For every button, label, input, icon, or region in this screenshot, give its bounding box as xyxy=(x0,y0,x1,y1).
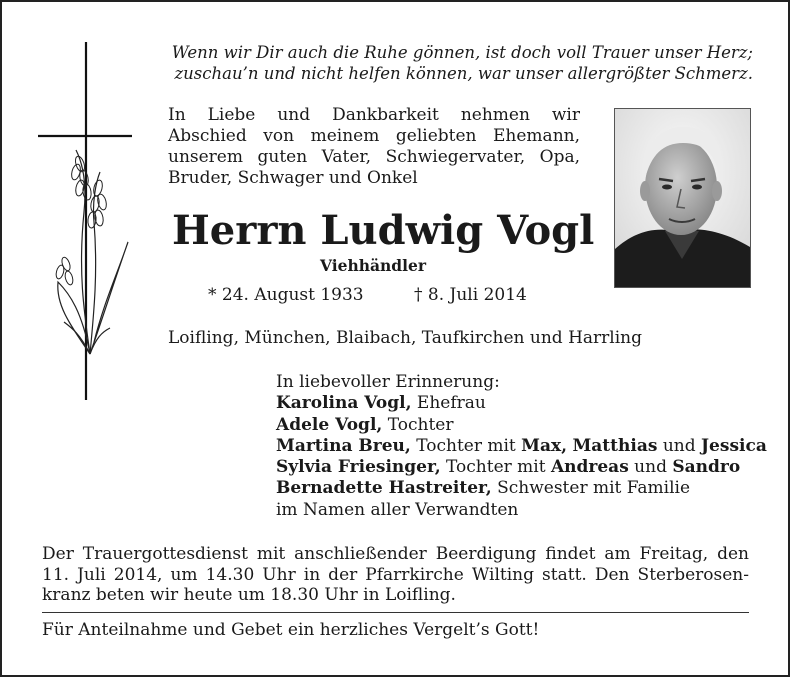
poem-verse xyxy=(168,42,753,84)
mourner-relation: Tochter mit xyxy=(410,435,522,456)
intro-line: In Liebe und Dankbarkeit nehmen wir xyxy=(168,105,580,125)
name-separator: und xyxy=(628,457,673,478)
grandchild-name: Matthias xyxy=(572,435,658,456)
service-line: Der Trauergottesdienst mit anschließender Beerdigung findet am Freitag, den xyxy=(42,544,749,564)
mourner-name: Martina Breu, xyxy=(276,435,411,456)
mourner-relation: Tochter mit xyxy=(440,457,551,478)
deceased-name: Herrn Ludwig Vogl xyxy=(172,207,595,254)
mourner-relation: Schwester mit Familie xyxy=(491,478,691,499)
portrait-image xyxy=(615,109,750,287)
poem-line-1: Wenn wir Dir auch die Ruhe gönnen, ist doch voll Trauer unser Herz; xyxy=(171,43,753,62)
intro-paragraph xyxy=(168,105,580,189)
mourner-line xyxy=(276,478,767,499)
memory-heading: In liebevoller Erinnerung: xyxy=(276,372,500,392)
service-line: 11. Juli 2014, um 14.30 Uhr in der Pfarrkirche Wilting statt. Den Sterberosen- xyxy=(42,564,749,585)
mourners-block xyxy=(276,372,767,521)
death-date: † 8. Juli 2014 xyxy=(414,285,527,305)
intro-line: Abschied von meinem geliebten Ehemann, xyxy=(168,126,580,146)
mourner-relation: Ehefrau xyxy=(411,393,486,414)
birth-date: * 24. August 1933 xyxy=(208,285,364,305)
divider xyxy=(42,612,749,613)
mourner-relation: Tochter xyxy=(382,414,454,435)
memory-closing: im Namen aller Verwandten xyxy=(276,499,519,520)
mourner-line xyxy=(276,393,767,414)
cross-with-wheat-icon xyxy=(38,42,138,404)
thanks-line: Für Anteilnahme und Gebet ein herzliches Vergelt’s Gott! xyxy=(42,620,540,640)
intro-line: Bruder, Schwager und Onkel xyxy=(168,168,418,188)
mourner-name: Adele Vogl, xyxy=(276,414,383,435)
funeral-service-info xyxy=(42,544,749,606)
mourner-name: Sylvia Friesinger, xyxy=(276,457,441,478)
mourner-line xyxy=(276,457,767,478)
mourner-line xyxy=(276,436,767,457)
grandchild-name: Jessica xyxy=(701,435,767,456)
service-line: kranz beten wir heute um 18.30 Uhr in Loifling. xyxy=(42,585,456,605)
grandchild-name: Max, xyxy=(521,435,568,456)
mourner-line xyxy=(276,415,767,436)
mourner-name: Bernadette Hastreiter, xyxy=(276,478,492,499)
portrait-photo xyxy=(614,108,751,288)
places-list: Loifling, München, Blaibach, Taufkirchen und Harrling xyxy=(168,328,643,348)
poem-line-2: zuschau’n und nicht helfen können, war unser allergrößter Schmerz. xyxy=(174,64,753,83)
deceased-profession: Viehhändler xyxy=(319,256,427,275)
name-separator: und xyxy=(657,435,702,456)
intro-line: unserem guten Vater, Schwiegervater, Opa, xyxy=(168,147,580,167)
grandchild-name: Andreas xyxy=(550,457,629,478)
grandchild-name: Sandro xyxy=(672,457,741,478)
mourner-name: Karolina Vogl, xyxy=(276,393,412,414)
